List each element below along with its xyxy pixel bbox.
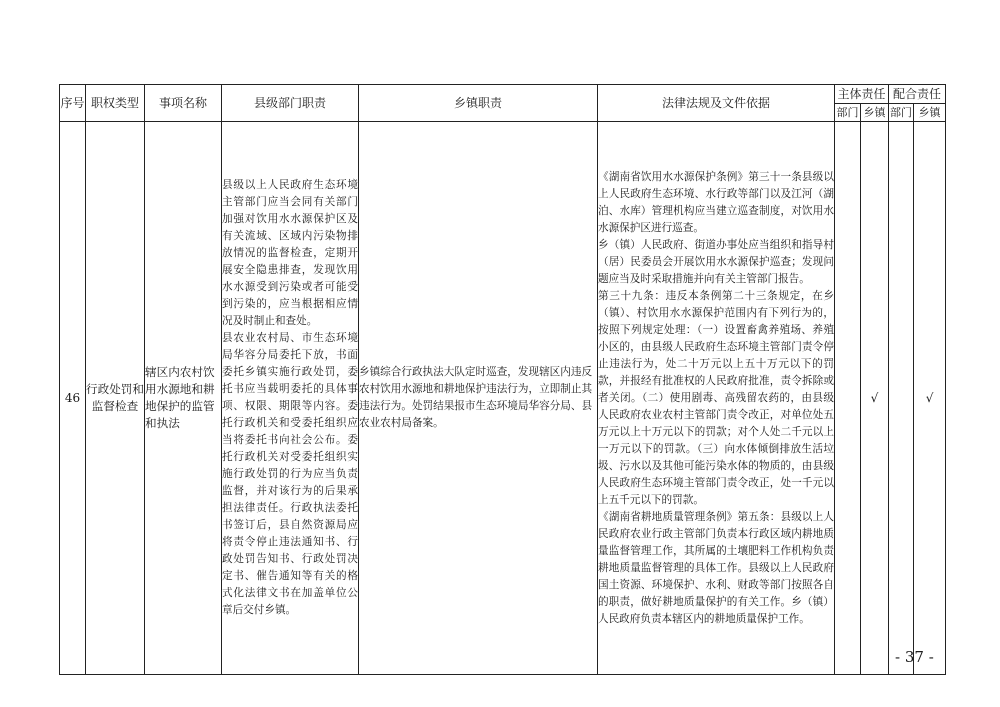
legal-basis-paragraph: 《湖南省耕地质量管理条例》第五条：县级以上人民政府农业行政主管部门负责本行政区域内耕地质量监督管理工作，其所属的土壤肥料工作机构负责耕地质量监督管理的具体工作。县级以上人民政府国土资源、环境保护、水利、财政等部门按照各自的职责，做好耕地质量保护的有关工作。乡（镇）人民政府负责本辖区内的耕地质量保护工作。	[598, 510, 834, 625]
header-legal-basis: 法律法规及文件依据	[598, 85, 835, 122]
cell-power-type: 行政处罚和监督检查	[86, 122, 145, 675]
cell-main-town-check: √	[861, 122, 889, 675]
page-number: - 37 -	[895, 648, 934, 666]
responsibility-table	[59, 84, 946, 675]
legal-basis-paragraph: 《湖南省饮用水水源保护条例》第三十一条县级以上人民政府生态环境、水行政等部门以及江河（湖泊、水库）管理机构应当建立巡查制度，对饮用水水源保护区进行巡查。	[598, 170, 834, 234]
cell-main-dept	[835, 122, 861, 675]
county-duty-paragraph: 县农业农村局、市生态环境局华容分局委托下放，书面委托乡镇实施行政处罚，委托书应当载明委托的具体事项、权限、期限等内容。委托行政机关和受委托组织应当将委托书向社会公布。委托行政机关对受委托组织实施行政处罚的行为应当负责监督，并对该行为的后果承担法律责任。行政执法委托书签订后，县自然资源局应将责令停止违法通知书、行政处罚告知书、行政处罚决定书、催告通知等有关的格式化法律文书在加盖单位公章后交付乡镇。	[222, 332, 358, 616]
county-duty-paragraph: 县级以上人民政府生态环境主管部门应当会同有关部门加强对饮用水水源保护区及有关流域、区域内污染物排放情况的监督检查，定期开展安全隐患排查，发现饮用水水源受到污染或者可能受到污染的，应当根据相应情况及时制止和查处。	[222, 179, 358, 327]
header-power-type: 职权类型	[86, 85, 145, 122]
header-county-duty: 县级部门职责	[222, 85, 359, 122]
header-main-responsibility: 主体责任	[835, 85, 889, 104]
header-seq: 序号	[60, 85, 86, 122]
header-coop-responsibility: 配合责任	[889, 85, 946, 104]
header-coop-town: 乡镇	[914, 104, 946, 122]
header-main-town: 乡镇	[861, 104, 889, 122]
cell-item-name: 辖区内农村饮用水源地和耕地保护的监管和执法	[145, 122, 222, 675]
table-row	[60, 122, 946, 675]
legal-basis-paragraph: 第三十九条：违反本条例第二十三条规定，在乡（镇）、村饮用水水源保护范围内有下列行为的，按照下列规定处理：（一）设置畜禽养殖场、养殖小区的，由县级人民政府生态环境主管部门责令停止违法行为，处二十万元以上五十万元以下的罚款，并报经有批准权的人民政府批准，责令拆除或者关闭。（二）使用剧毒、高残留农药的，由县级人民政府农业农村主管部门责令改正，对单位处五万元以上十万元以下的罚款；对个人处二千元以上一万元以下的罚款。（三）向水体倾倒排放生活垃圾、污水以及其他可能污染水体的物质的，由县级人民政府生态环境主管部门责令改正，处一千元以上五千元以下的罚款。	[598, 289, 834, 506]
header-coop-dept: 部门	[889, 104, 914, 122]
cell-town-duty: 乡镇综合行政执法大队定时巡查，发现辖区内违反农村饮用水源地和耕地保护违法行为，立即制止其违法行为。处罚结果报市生态环境局华容分局、县农业农村局备案。	[359, 122, 598, 675]
header-main-dept: 部门	[835, 104, 861, 122]
cell-county-duty	[222, 122, 359, 675]
cell-coop-town-check: √	[914, 122, 946, 675]
header-town-duty: 乡镇职责	[359, 85, 598, 122]
cell-seq: 46	[60, 122, 86, 675]
header-row	[60, 85, 946, 104]
legal-basis-paragraph: 乡（镇）人民政府、街道办事处应当组织和指导村（居）民委员会开展饮用水水源保护巡查；发现问题应当及时采取措施并向有关主管部门报告。	[598, 238, 834, 285]
header-item-name: 事项名称	[145, 85, 222, 122]
cell-legal-basis	[598, 122, 835, 675]
cell-coop-dept	[889, 122, 914, 675]
